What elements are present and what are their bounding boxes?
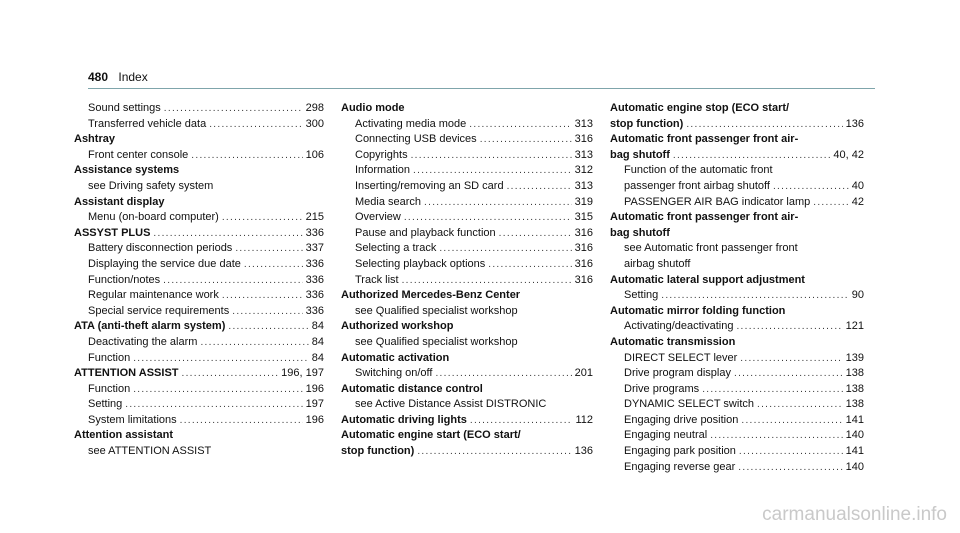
entry-text: ATTENTION ASSIST — [74, 367, 179, 380]
page-reference: 136 — [574, 445, 593, 458]
index-entry — [74, 226, 324, 242]
page-reference: 84 — [311, 320, 324, 333]
header-divider — [88, 88, 875, 89]
entry-text: passenger front airbag shutoff — [624, 179, 770, 192]
entry-text: see ATTENTION ASSIST — [88, 445, 212, 458]
index-subentry — [610, 288, 864, 304]
entry-text: Special service requirements — [88, 304, 230, 317]
entry-text: Automatic engine stop (ECO start/ — [610, 102, 790, 114]
entry-text: airbag shutoff — [624, 257, 691, 270]
index-subentry — [341, 304, 593, 320]
entry-text: see Active Distance Assist DISTRONIC — [355, 398, 547, 411]
index-subentry — [610, 460, 864, 476]
dot-leader — [661, 288, 849, 304]
dot-leader — [736, 319, 842, 335]
dot-leader — [673, 148, 831, 164]
entry-text: Inserting/removing an SD card — [355, 179, 504, 192]
dot-leader — [182, 366, 279, 382]
dot-leader — [773, 179, 849, 195]
dot-leader — [813, 195, 848, 211]
dot-leader — [413, 163, 572, 179]
dot-leader — [686, 117, 842, 133]
index-column-1 — [74, 101, 324, 460]
page-reference: 141 — [845, 445, 864, 458]
entry-text: Setting — [624, 289, 659, 302]
page-reference: 196 — [305, 413, 324, 426]
dot-leader — [702, 382, 842, 398]
index-subentry — [74, 413, 324, 429]
entry-text: Authorized Mercedes-Benz Center — [341, 289, 521, 302]
page-reference: 201 — [574, 367, 593, 380]
entry-text: Front center console — [88, 148, 189, 161]
page-reference: 336 — [305, 257, 324, 270]
index-subentry — [341, 117, 593, 133]
dot-leader — [402, 273, 572, 289]
page-reference: 312 — [574, 164, 593, 177]
page-reference: 215 — [305, 211, 324, 224]
entry-text: bag shutoff — [610, 226, 670, 239]
index-subentry — [74, 351, 324, 367]
page-reference: 316 — [574, 226, 593, 239]
entry-text: ATA (anti-theft alarm system) — [74, 320, 226, 333]
entry-text: Automatic front passenger front air- — [610, 211, 799, 224]
entry-text: see Automatic front passenger front — [624, 242, 798, 255]
page-reference: 136 — [845, 117, 864, 130]
page-reference: 140 — [845, 429, 864, 442]
dot-leader — [480, 132, 572, 148]
dot-leader — [180, 413, 303, 429]
dot-leader — [757, 397, 843, 413]
entry-text: Function — [88, 382, 131, 395]
entry-text: Regular maintenance work — [88, 289, 219, 302]
index-subentry — [341, 195, 593, 211]
watermark: carmanualsonline.info — [762, 504, 947, 525]
index-entry — [610, 148, 864, 164]
dot-leader — [133, 351, 309, 367]
page-reference: 336 — [305, 289, 324, 302]
page-reference: 138 — [845, 367, 864, 380]
entry-text: Copyrights — [355, 148, 408, 161]
page-reference: 140 — [845, 460, 864, 473]
entry-text: Transferred vehicle data — [88, 117, 207, 130]
page-reference: 106 — [305, 148, 324, 161]
index-subentry — [74, 148, 324, 164]
entry-text: Menu (on-board computer) — [88, 211, 219, 224]
index-subentry — [610, 241, 864, 257]
page-reference: 313 — [574, 117, 593, 130]
dot-leader — [222, 210, 303, 226]
index-subentry — [341, 210, 593, 226]
dot-leader — [404, 210, 572, 226]
index-entry — [610, 273, 864, 289]
index-subentry — [74, 397, 324, 413]
dot-leader — [164, 101, 303, 117]
index-entry — [341, 288, 593, 304]
index-subentry — [74, 210, 324, 226]
dot-leader — [153, 226, 302, 242]
page-reference: 84 — [311, 351, 324, 364]
entry-text: bag shutoff — [610, 148, 670, 161]
index-subentry — [610, 413, 864, 429]
index-subentry — [610, 319, 864, 335]
dot-leader — [244, 257, 303, 273]
page-reference: 40, 42 — [833, 148, 864, 161]
entry-text: Automatic activation — [341, 351, 450, 364]
entry-text: Attention assistant — [74, 429, 174, 442]
entry-text: Track list — [355, 273, 399, 286]
page-reference: 90 — [851, 289, 864, 302]
section-title: Index — [118, 70, 148, 84]
index-subentry — [74, 257, 324, 273]
index-entry — [610, 132, 864, 148]
index-subentry — [341, 226, 593, 242]
index-subentry — [341, 397, 593, 413]
dot-leader — [222, 288, 303, 304]
index-subentry — [610, 397, 864, 413]
dot-leader — [125, 397, 302, 413]
dot-leader — [439, 241, 571, 257]
entry-text: Connecting USB devices — [355, 133, 477, 146]
entry-text: Automatic engine start (ECO start/ — [341, 429, 521, 442]
index-subentry — [610, 382, 864, 398]
entry-text: Engaging park position — [624, 445, 736, 458]
entry-text: Setting — [88, 398, 123, 411]
page-reference: 315 — [574, 211, 593, 224]
index-entry — [74, 163, 324, 179]
dot-leader — [417, 444, 571, 460]
entry-text: Engaging neutral — [624, 429, 708, 442]
entry-text: Audio mode — [341, 102, 405, 114]
dot-leader — [235, 241, 302, 257]
index-subentry — [341, 335, 593, 351]
index-subentry — [341, 366, 593, 382]
entry-text: stop function) — [341, 445, 415, 458]
entry-text: Information — [355, 164, 411, 177]
page-reference: 197 — [305, 398, 324, 411]
index-subentry — [74, 382, 324, 398]
page-reference: 42 — [851, 195, 864, 208]
entry-text: see Qualified specialist workshop — [355, 335, 518, 348]
entry-text: Automatic driving lights — [341, 413, 467, 426]
entry-text: Automatic distance control — [341, 382, 483, 395]
entry-text: see Driving safety system — [88, 179, 214, 192]
index-entry — [74, 132, 324, 148]
index-subentry — [74, 444, 324, 460]
entry-text: Assistant display — [74, 195, 165, 208]
dot-leader — [740, 351, 842, 367]
index-subentry — [610, 163, 864, 179]
index-subentry — [610, 428, 864, 444]
index-column-3 — [610, 101, 864, 475]
page-number: 480 — [88, 70, 109, 84]
index-entry — [610, 226, 864, 242]
dot-leader — [507, 179, 572, 195]
page-reference: 313 — [574, 179, 593, 192]
dot-leader — [470, 413, 573, 429]
entry-text: Engaging reverse gear — [624, 460, 736, 473]
page-reference: 40 — [851, 179, 864, 192]
page-reference: 316 — [574, 257, 593, 270]
entry-text: Automatic mirror folding function — [610, 304, 786, 317]
index-entry — [74, 195, 324, 211]
entry-text: Drive programs — [624, 382, 700, 395]
entry-text: Deactivating the alarm — [88, 335, 198, 348]
page-reference: 316 — [574, 242, 593, 255]
dot-leader — [710, 428, 842, 444]
entry-text: Pause and playback function — [355, 226, 496, 239]
page-reference: 138 — [845, 382, 864, 395]
entry-text: Media search — [355, 195, 422, 208]
page-reference: 196, 197 — [281, 367, 324, 380]
dot-leader — [469, 117, 571, 133]
dot-leader — [741, 413, 842, 429]
entry-text: Engaging drive position — [624, 413, 739, 426]
entry-text: Displaying the service due date — [88, 257, 241, 270]
entry-text: PASSENGER AIR BAG indicator lamp — [624, 195, 811, 208]
index-subentry — [341, 132, 593, 148]
entry-text: Function — [88, 351, 131, 364]
entry-text: Activating media mode — [355, 117, 467, 130]
entry-text: Function of the automatic front — [624, 164, 773, 177]
index-subentry — [74, 101, 324, 117]
page-reference: 336 — [305, 226, 324, 239]
index-entry — [74, 366, 324, 382]
index-entry — [341, 319, 593, 335]
index-entry — [610, 117, 864, 133]
entry-text: System limitations — [88, 413, 177, 426]
entry-text: Sound settings — [88, 102, 161, 114]
index-entry — [341, 428, 593, 444]
entry-text: Function/notes — [88, 273, 161, 286]
entry-text: Authorized workshop — [341, 320, 454, 333]
index-subentry — [610, 179, 864, 195]
dot-leader — [133, 382, 302, 398]
entry-text: Battery disconnection periods — [88, 242, 233, 255]
dot-leader — [435, 366, 571, 382]
index-entry — [341, 351, 593, 367]
index-subentry — [610, 257, 864, 273]
page-reference: 313 — [574, 148, 593, 161]
dot-leader — [209, 117, 302, 133]
entry-text: Activating/deactivating — [624, 320, 734, 333]
page-reference: 336 — [305, 304, 324, 317]
entry-text: DIRECT SELECT lever — [624, 351, 738, 364]
page-reference: 141 — [845, 413, 864, 426]
page-reference: 121 — [845, 320, 864, 333]
dot-leader — [424, 195, 572, 211]
page-reference: 139 — [845, 351, 864, 364]
dot-leader — [739, 444, 843, 460]
page-header — [88, 69, 148, 85]
index-subentry — [610, 195, 864, 211]
page-reference: 112 — [575, 413, 593, 426]
index-entry — [74, 428, 324, 444]
dot-leader — [488, 257, 571, 273]
page-reference: 298 — [305, 102, 324, 114]
dot-leader — [232, 304, 302, 320]
entry-text: Selecting playback options — [355, 257, 486, 270]
page-reference: 336 — [305, 273, 324, 286]
index-subentry — [341, 179, 593, 195]
dot-leader — [163, 273, 302, 289]
index-subentry — [610, 444, 864, 460]
entry-text: Switching on/off — [355, 367, 433, 380]
index-entry — [610, 101, 864, 117]
page-reference: 319 — [574, 195, 593, 208]
page-reference: 316 — [574, 273, 593, 286]
entry-text: Selecting a track — [355, 242, 437, 255]
index-subentry — [341, 273, 593, 289]
index-subentry — [74, 179, 324, 195]
index-entry — [610, 304, 864, 320]
index-entry — [341, 413, 593, 429]
page-reference: 84 — [311, 335, 324, 348]
index-subentry — [341, 241, 593, 257]
index-subentry — [341, 163, 593, 179]
dot-leader — [499, 226, 572, 242]
page-reference: 196 — [305, 382, 324, 395]
index-entry — [341, 382, 593, 398]
entry-text: Automatic lateral support adjustment — [610, 273, 805, 286]
index-entry — [74, 319, 324, 335]
page-reference: 316 — [574, 133, 593, 146]
index-subentry — [74, 335, 324, 351]
index-subentry — [74, 288, 324, 304]
entry-text: ASSYST PLUS — [74, 226, 151, 239]
index-entry — [341, 444, 593, 460]
index-subentry — [341, 148, 593, 164]
dot-leader — [191, 148, 302, 164]
index-subentry — [74, 241, 324, 257]
entry-text: Drive program display — [624, 367, 731, 380]
index-subentry — [74, 273, 324, 289]
entry-text: DYNAMIC SELECT switch — [624, 398, 754, 411]
index-column-2 — [341, 101, 593, 460]
entry-text: Assistance systems — [74, 164, 180, 177]
page-reference: 300 — [305, 117, 324, 130]
entry-text: Automatic transmission — [610, 335, 736, 348]
entry-text: see Qualified specialist workshop — [355, 304, 518, 317]
index-subentry — [74, 117, 324, 133]
dot-leader — [228, 319, 308, 335]
dot-leader — [200, 335, 308, 351]
index-subentry — [74, 304, 324, 320]
entry-text: Overview — [355, 211, 401, 224]
dot-leader — [411, 148, 572, 164]
dot-leader — [738, 460, 842, 476]
index-entry — [341, 101, 593, 117]
dot-leader — [734, 366, 843, 382]
entry-text: stop function) — [610, 117, 684, 130]
index-entry — [610, 335, 864, 351]
index-entry — [610, 210, 864, 226]
index-subentry — [610, 366, 864, 382]
page-reference: 138 — [845, 398, 864, 411]
index-subentry — [341, 257, 593, 273]
entry-text: Automatic front passenger front air- — [610, 133, 799, 146]
index-subentry — [610, 351, 864, 367]
entry-text: Ashtray — [74, 133, 115, 146]
page-reference: 337 — [305, 242, 324, 255]
